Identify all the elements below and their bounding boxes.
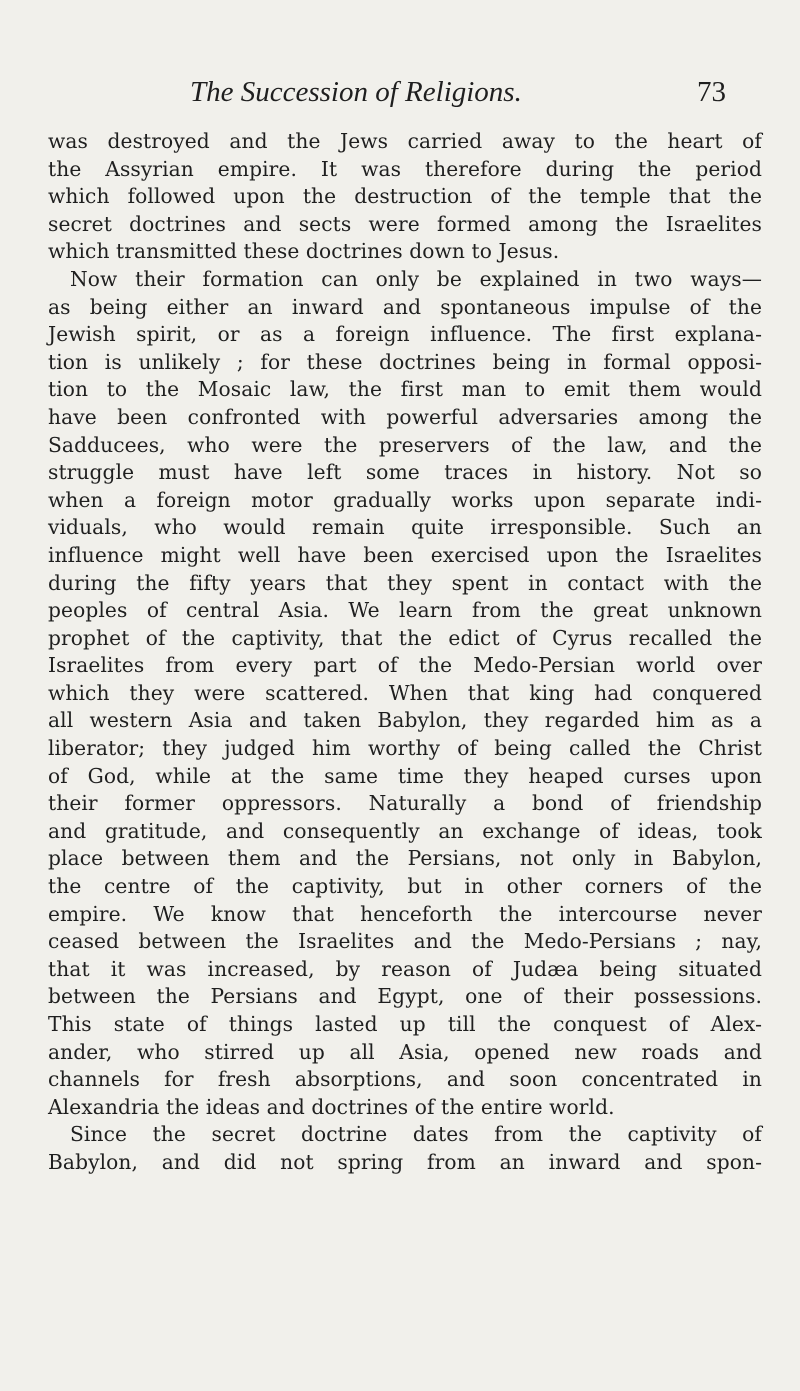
text-line: secret doctrines and sects were formed among the Israelites	[48, 211, 762, 236]
page-number: 73	[697, 76, 726, 108]
text-line: ander, who stirred up all Asia, opened new roads and	[48, 1039, 762, 1064]
text-line: liberator; they judged him worthy of being called the Christ	[48, 736, 762, 761]
text-line: their former oppressors. Naturally a bond of friendship	[48, 791, 762, 816]
text-line: which transmitted these doctrines down to Jesus.	[48, 239, 560, 264]
text-line: the centre of the captivity, but in other corners of the	[48, 874, 762, 899]
text-line: ceased between the Israelites and the Medo-Persians ; nay,	[48, 929, 762, 954]
text-line: that it was increased, by reason of Judæa being situated	[48, 956, 762, 981]
text-line: Since the secret doctrine dates from the captivity of	[70, 1122, 762, 1147]
text-line: of God, while at the same time they heaped curses upon	[48, 763, 762, 788]
text-line: was destroyed and the Jews carried away to the heart of	[48, 129, 762, 153]
text-line: as being either an inward and spontaneous impulse of the	[48, 294, 762, 319]
text-line: Israelites from every part of the Medo-Persian world over	[48, 653, 762, 678]
text-line: prophet of the captivity, that the edict of Cyrus recalled the	[48, 625, 762, 650]
text-line: and gratitude, and consequently an exchange of ideas, took	[48, 818, 762, 843]
text-line: all western Asia and taken Babylon, they regarded him as a	[48, 708, 762, 733]
text-line: during the fifty years that they spent in contact with the	[48, 570, 762, 595]
text-line: tion is unlikely ; for these doctrines being in formal opposi-	[48, 349, 762, 374]
text-line: Jewish spirit, or as a foreign influence. The first explana-	[48, 322, 762, 347]
text-line: between the Persians and Egypt, one of their possessions.	[48, 984, 762, 1009]
text-line: the Assyrian empire. It was therefore during the period	[48, 156, 762, 181]
text-line: influence might well have been exercised upon the Israelites	[48, 542, 762, 567]
text-line: Alexandria the ideas and doctrines of the entire world.	[48, 1094, 615, 1119]
text-line: viduals, who would remain quite irresponsible. Such an	[48, 515, 762, 540]
text-line: struggle must have left some traces in history. Not so	[48, 460, 762, 485]
running-title: The Succession of Religions.	[190, 76, 522, 108]
text-line: place between them and the Persians, not only in Babylon,	[48, 846, 762, 871]
text-line: when a foreign motor gradually works upon separate indi-	[48, 487, 762, 512]
text-line: Now their formation can only be explained in two ways—	[70, 266, 762, 291]
text-line: Sadducees, who were the preservers of the law, and the	[48, 432, 762, 457]
text-line: peoples of central Asia. We learn from the great unknown	[48, 598, 762, 623]
body-text	[48, 128, 762, 1177]
text-line: channels for fresh absorptions, and soon concentrated in	[48, 1067, 762, 1092]
text-line: which followed upon the destruction of the temple that the	[48, 184, 762, 209]
text-line: have been confronted with powerful adversaries among the	[48, 404, 762, 429]
text-line: tion to the Mosaic law, the first man to emit them would	[48, 377, 762, 402]
text-line: empire. We know that henceforth the intercourse never	[48, 901, 762, 926]
text-line: which they were scattered. When that king had conquered	[48, 680, 762, 705]
text-line: This state of things lasted up till the conquest of Alex-	[48, 1012, 762, 1036]
running-head	[0, 70, 800, 114]
text-line: Babylon, and did not spring from an inward and spon-	[48, 1149, 762, 1174]
